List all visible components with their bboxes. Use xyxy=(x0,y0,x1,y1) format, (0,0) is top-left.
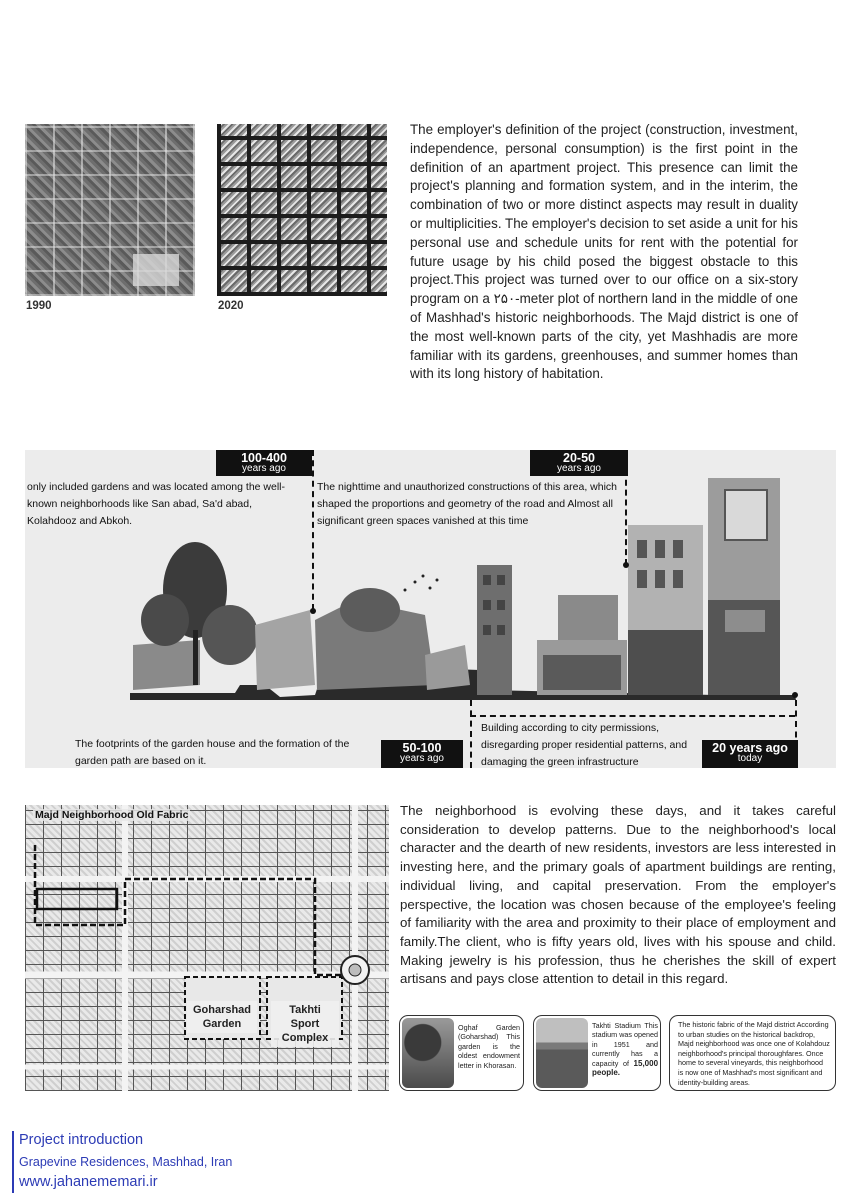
period-range: 50-100 xyxy=(402,741,442,755)
footer-title: Project introduction xyxy=(19,1132,144,1148)
period-range: 20 years ago xyxy=(712,741,788,755)
note-nighttime: The nighttime and unauthorized constructions of this area, which shaped the proportions and geometry of the road and Almost all significant green spaces vanished at this time xyxy=(317,481,618,527)
info-card-garden xyxy=(399,1015,524,1091)
period-unit: years ago xyxy=(400,752,444,764)
card-stadium-description: Takhti Stadium This stadium was opened in 1951 and currently has a capacity of xyxy=(592,1021,658,1068)
period-unit: years ago xyxy=(242,462,286,474)
street-timeline xyxy=(25,450,836,768)
guide-line xyxy=(470,700,472,768)
note-permissions: Building according to city permissions, disregarding proper residential patterns, and damaging the green infrastructure xyxy=(481,722,688,768)
card-stadium-text xyxy=(592,1021,658,1077)
info-card-fabric xyxy=(669,1015,836,1091)
guide-dot xyxy=(310,608,316,614)
map-label-takhti: Takhti Sport Complex xyxy=(271,1001,339,1047)
card-garden-text: Oghaf Garden (Goharshad) This garden is the oldest endowment letter in Khorasan. xyxy=(458,1023,520,1070)
period-unit: today xyxy=(737,752,763,764)
map-overlay xyxy=(25,805,389,1091)
aerial-photo-2020 xyxy=(217,124,387,296)
period-range: 20-50 xyxy=(563,451,595,465)
guide-dot xyxy=(792,692,798,698)
footer-subtitle: Grapevine Residences, Mashhad, Iran xyxy=(19,1155,233,1169)
note-footprints: The footprints of the garden house and the formation of the garden path are based on it. xyxy=(75,738,350,767)
info-card-stadium xyxy=(533,1015,661,1091)
note-gardens: only included gardens and was located among the well-known neighborhoods like San abad, Sa'd abad, Kolahdooz and Abkoh. xyxy=(27,481,285,527)
guide-dot xyxy=(623,562,629,568)
period-label-20-50 xyxy=(530,450,628,476)
card-fabric-text: The historic fabric of the Majd district According to urban studies on the historical backdrop, Majd neighborhood was once one of Kolahdouz neighborhood's principal thoroughfares. Once home to several vineyards, this neighborhood is now one of Mashhad's most significant and identity-building areas. xyxy=(678,1020,830,1087)
guide-line xyxy=(470,715,795,717)
period-label-100-400 xyxy=(216,450,312,476)
card-stadium-capacity: 15,000 people. xyxy=(592,1058,659,1078)
period-range: 100-400 xyxy=(241,451,287,465)
footer-website-link[interactable]: www.jahanememari.ir xyxy=(19,1174,158,1190)
guide-line xyxy=(312,450,314,610)
aerial-photo-1990 xyxy=(25,124,195,296)
period-label-today xyxy=(702,740,798,768)
stadium-photo xyxy=(536,1018,588,1088)
aerial-caption-2020: 2020 xyxy=(218,300,244,312)
neighborhood-map xyxy=(25,805,389,1091)
period-unit: years ago xyxy=(557,462,601,474)
aerial-caption-1990: 1990 xyxy=(26,300,52,312)
intro-paragraph: The employer's definition of the project (construction, investment, independence, personal consumption) is the first point in the definition of an apartment project. This presence can limit the project's planning and formation system, and in the interim, the combination of two or more distinct aspects may result in duality or multiplicities. The employer's decision to set aside a unit for his personal use and schedule units for rent with the potential for future usage by his child posed the biggest obstacle to this project.This project was turned over to our office on a six-story program on a ۲۵۰-meter plot of northern land in the middle of one of Mashhad's historic neighborhoods. The Majd district is one of the most well-known parts of the city, yet Mashhadis are more familiar with its gardens, greenhouses, and summer homes than with its long history of habitation. xyxy=(410,122,798,382)
period-label-50-100 xyxy=(381,740,463,768)
map-title: Majd Neighborhood Old Fabric xyxy=(35,809,189,821)
garden-photo xyxy=(402,1018,454,1088)
footer-accent-bar xyxy=(12,1131,14,1193)
map-label-goharshad: Goharshad Garden xyxy=(187,1001,257,1033)
neighborhood-paragraph: The neighborhood is evolving these days, and it takes careful consideration to develop patterns. Due to the neighborhood's local character and the dearth of new residents, investors are less interested in investing here, and the primary goals of apartment buildings are renting, individual living, and capital preservation. From the employer's perspective, the location was chosen because of the employee's feeling of familiarity with the area and proximity to their place of employment and family.The client, who is fifty years old, lives with his spouse and child. Making jewelry is his profession, thus he cherishes the skill of expert artisans and pays close attention to detail in this regard. xyxy=(400,803,836,987)
